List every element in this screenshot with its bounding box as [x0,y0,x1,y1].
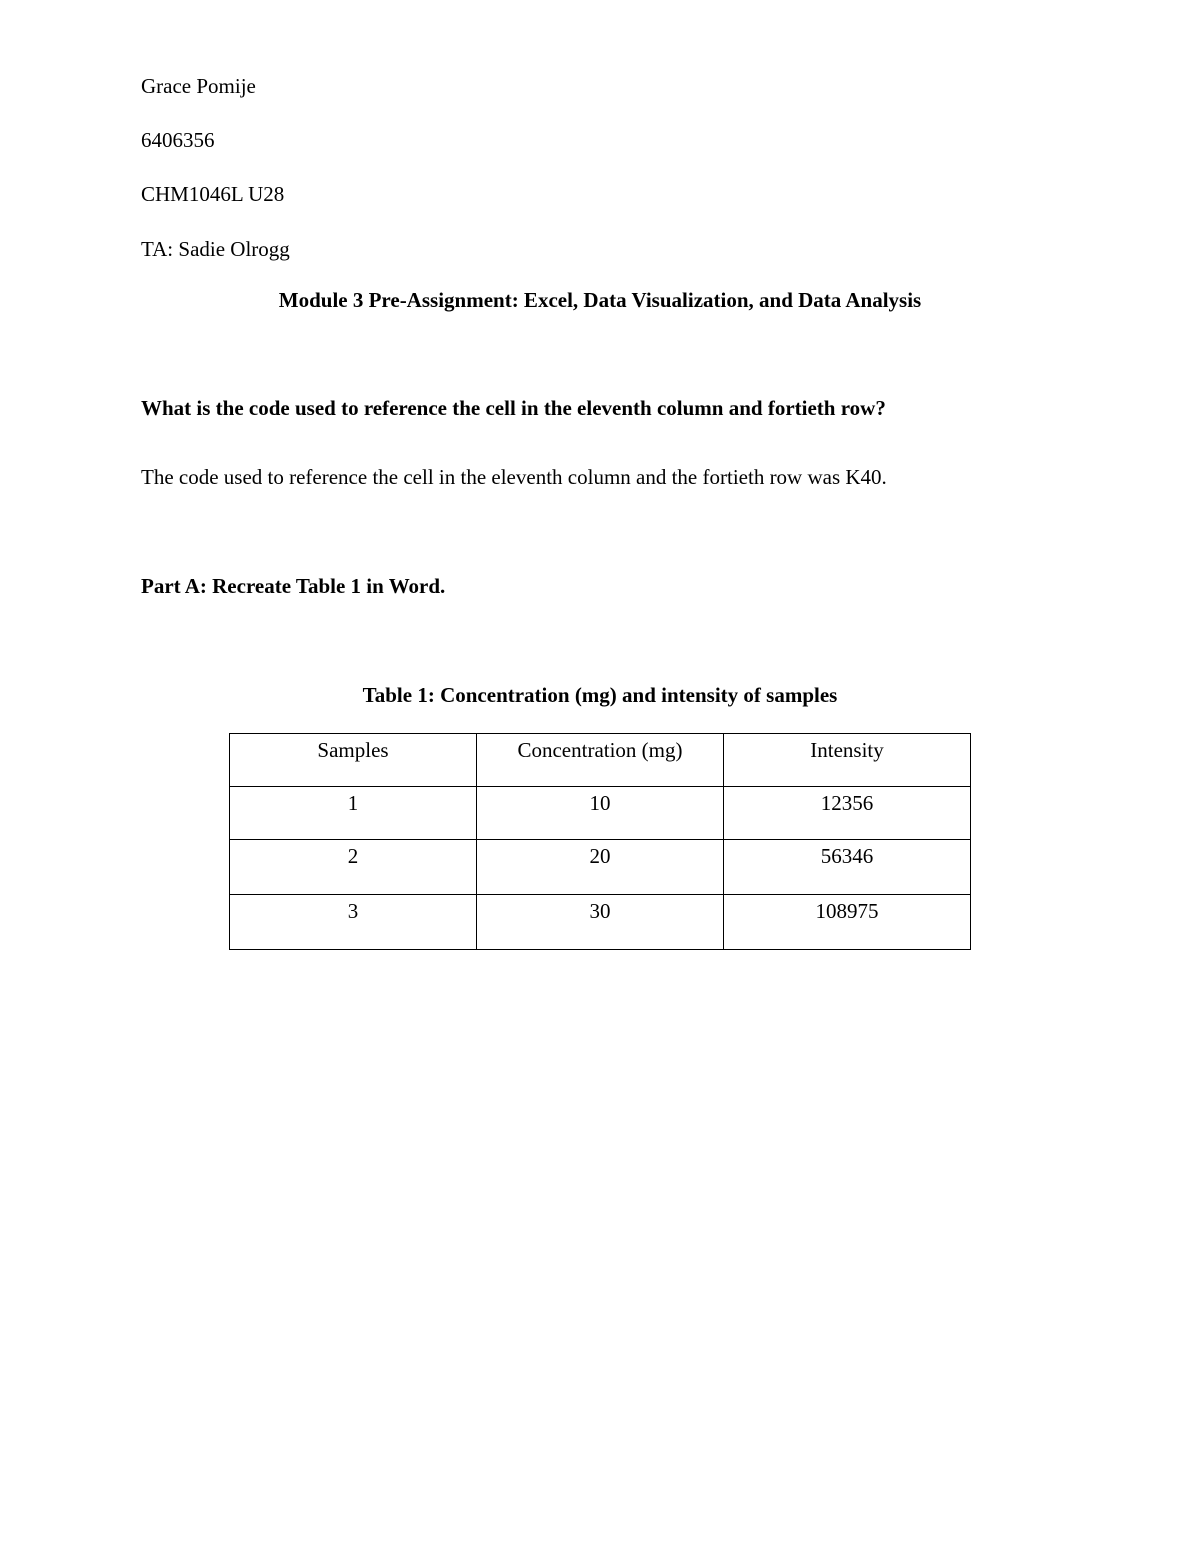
table-cell: 108975 [724,895,971,950]
table-header-cell: Concentration (mg) [477,734,724,787]
table-header-cell: Samples [230,734,477,787]
author-name: Grace Pomije [141,74,256,98]
student-id: 6406356 [141,128,215,152]
table-cell: 3 [230,895,477,950]
table-cell: 12356 [724,787,971,840]
table-cell: 30 [477,895,724,950]
question-answer: The code used to reference the cell in the eleventh column and the fortieth row was K40. [141,465,887,489]
part-a-heading: Part A: Recreate Table 1 in Word. [141,574,446,598]
table-cell: 56346 [724,840,971,895]
table-cell: 1 [230,787,477,840]
course-code: CHM1046L U28 [141,182,285,206]
data-table [229,733,971,950]
table-header-cell: Intensity [724,734,971,787]
table-cell: 2 [230,840,477,895]
table-header-row [230,734,971,787]
document-title: Module 3 Pre-Assignment: Excel, Data Visualization, and Data Analysis [278,288,922,312]
table-caption: Table 1: Concentration (mg) and intensity of samples [362,683,838,707]
question-prompt: What is the code used to reference the cell in the eleventh column and fortieth row? [141,396,886,420]
table-row [230,895,971,950]
table-cell: 20 [477,840,724,895]
ta-name: TA: Sadie Olrogg [141,237,290,261]
table-row [230,840,971,895]
table-cell: 10 [477,787,724,840]
table-row [230,787,971,840]
